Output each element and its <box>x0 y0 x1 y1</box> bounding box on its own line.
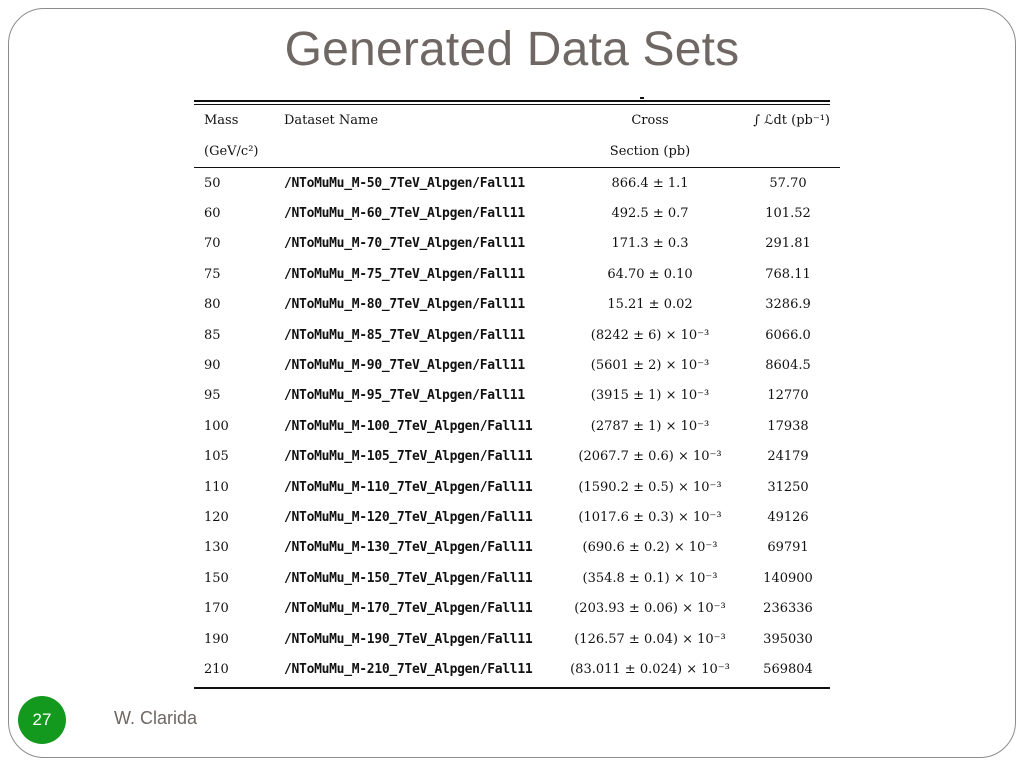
cell-cross-section: 866.4 ± 1.1 <box>611 175 689 191</box>
cell-cross-section: (8242 ± 6) × 10⁻³ <box>590 327 710 343</box>
header-cross: Cross <box>631 113 669 128</box>
table-row <box>194 411 840 441</box>
cell-mass: 50 <box>204 175 221 191</box>
cell-mass: 85 <box>204 327 221 343</box>
cell-luminosity: 395030 <box>763 631 813 647</box>
header-mass-unit: (GeV/c²) <box>204 144 259 159</box>
table-header-row <box>194 105 840 136</box>
header-luminosity: ∫ ℒdt (pb⁻¹) <box>753 113 830 128</box>
table-row <box>194 229 840 259</box>
cell-luminosity: 57.70 <box>769 175 807 191</box>
cell-luminosity: 6066.0 <box>765 327 811 343</box>
cell-mass: 130 <box>204 540 229 556</box>
cell-dataset-name: /NToMuMu_M-150_7TeV_Alpgen/Fall11 <box>284 570 533 586</box>
cell-dataset-name: /NToMuMu_M-170_7TeV_Alpgen/Fall11 <box>284 601 533 617</box>
cell-dataset-name: /NToMuMu_M-210_7TeV_Alpgen/Fall11 <box>284 661 533 677</box>
cell-luminosity: 140900 <box>763 570 813 586</box>
cell-luminosity: 24179 <box>767 449 809 465</box>
cell-dataset-name: /NToMuMu_M-50_7TeV_Alpgen/Fall11 <box>284 175 525 191</box>
cell-mass: 80 <box>204 297 221 313</box>
cell-dataset-name: /NToMuMu_M-100_7TeV_Alpgen/Fall11 <box>284 418 533 434</box>
cell-dataset-name: /NToMuMu_M-95_7TeV_Alpgen/Fall11 <box>284 388 525 404</box>
table-row <box>194 563 840 593</box>
table-row <box>194 654 840 684</box>
header-mass: Mass <box>204 113 239 128</box>
cell-cross-section: (354.8 ± 0.1) × 10⁻³ <box>582 570 718 586</box>
header-dataset-name: Dataset Name <box>284 113 379 128</box>
table-row <box>194 290 840 320</box>
cell-luminosity: 69791 <box>767 540 809 556</box>
cell-cross-section: (126.57 ± 0.04) × 10⁻³ <box>574 631 726 647</box>
cell-luminosity: 12770 <box>767 388 809 404</box>
cell-dataset-name: /NToMuMu_M-85_7TeV_Alpgen/Fall11 <box>284 327 525 343</box>
table-row <box>194 442 840 472</box>
cell-dataset-name: /NToMuMu_M-70_7TeV_Alpgen/Fall11 <box>284 236 525 252</box>
cell-cross-section: (5601 ± 2) × 10⁻³ <box>590 358 710 374</box>
cell-mass: 105 <box>204 449 229 465</box>
cell-luminosity: 17938 <box>767 418 809 434</box>
table-bottom-rule <box>194 687 830 689</box>
cell-dataset-name: /NToMuMu_M-120_7TeV_Alpgen/Fall11 <box>284 509 533 525</box>
cell-dataset-name: /NToMuMu_M-110_7TeV_Alpgen/Fall11 <box>284 479 533 495</box>
table-top-rule <box>194 100 830 105</box>
cell-mass: 150 <box>204 570 229 586</box>
cell-luminosity: 101.52 <box>765 206 811 222</box>
datasets-table <box>194 100 830 689</box>
cell-cross-section: (2787 ± 1) × 10⁻³ <box>590 418 710 434</box>
cell-dataset-name: /NToMuMu_M-190_7TeV_Alpgen/Fall11 <box>284 631 533 647</box>
cell-luminosity: 569804 <box>763 661 813 677</box>
cell-cross-section: (1590.2 ± 0.5) × 10⁻³ <box>578 479 722 495</box>
cell-cross-section: (83.011 ± 0.024) × 10⁻³ <box>570 661 730 677</box>
cell-dataset-name: /NToMuMu_M-75_7TeV_Alpgen/Fall11 <box>284 266 525 282</box>
cell-cross-section: (2067.7 ± 0.6) × 10⁻³ <box>578 449 722 465</box>
table-row <box>194 259 840 289</box>
table-row <box>194 381 840 411</box>
table-row <box>194 320 840 350</box>
cell-mass: 100 <box>204 418 229 434</box>
header-cross-unit: Section (pb) <box>609 144 691 159</box>
cell-mass: 95 <box>204 388 221 404</box>
cell-mass: 70 <box>204 236 221 252</box>
cell-luminosity: 8604.5 <box>765 358 811 374</box>
cell-dataset-name: /NToMuMu_M-105_7TeV_Alpgen/Fall11 <box>284 449 533 465</box>
slide-title: Generated Data Sets <box>284 23 740 76</box>
cell-luminosity: 236336 <box>763 601 813 617</box>
cell-luminosity: 291.81 <box>765 236 811 252</box>
cell-luminosity: 768.11 <box>765 266 811 282</box>
cell-cross-section: 64.70 ± 0.10 <box>607 266 693 282</box>
cell-cross-section: 171.3 ± 0.3 <box>611 236 689 252</box>
cell-cross-section: 15.21 ± 0.02 <box>607 297 693 313</box>
table-row <box>194 168 840 198</box>
cell-dataset-name: /NToMuMu_M-60_7TeV_Alpgen/Fall11 <box>284 206 525 222</box>
cell-luminosity: 31250 <box>767 479 809 495</box>
table-row <box>194 502 840 532</box>
cell-mass: 120 <box>204 509 229 525</box>
cell-mass: 110 <box>204 479 229 495</box>
cell-cross-section: (1017.6 ± 0.3) × 10⁻³ <box>578 509 722 525</box>
cell-mass: 190 <box>204 631 229 647</box>
table-row <box>194 350 840 380</box>
cell-mass: 75 <box>204 266 221 282</box>
cell-mass: 210 <box>204 661 229 677</box>
table-row <box>194 533 840 563</box>
cell-dataset-name: /NToMuMu_M-130_7TeV_Alpgen/Fall11 <box>284 540 533 556</box>
cell-luminosity: 49126 <box>767 509 809 525</box>
footer-author: W. Clarida <box>114 708 198 728</box>
cell-mass: 90 <box>204 358 221 374</box>
cell-cross-section: (3915 ± 1) × 10⁻³ <box>590 388 710 404</box>
cell-dataset-name: /NToMuMu_M-90_7TeV_Alpgen/Fall11 <box>284 358 525 374</box>
cell-cross-section: (203.93 ± 0.06) × 10⁻³ <box>574 601 726 617</box>
table-row <box>194 593 840 623</box>
table-row <box>194 198 840 228</box>
cell-mass: 60 <box>204 206 221 222</box>
cell-luminosity: 3286.9 <box>765 297 811 313</box>
table-body <box>194 168 840 685</box>
table-row <box>194 624 840 654</box>
table-row <box>194 472 840 502</box>
table-header-units-row <box>194 136 840 168</box>
cell-mass: 170 <box>204 601 229 617</box>
cell-cross-section: (690.6 ± 0.2) × 10⁻³ <box>582 540 718 556</box>
cell-dataset-name: /NToMuMu_M-80_7TeV_Alpgen/Fall11 <box>284 297 525 313</box>
cell-cross-section: 492.5 ± 0.7 <box>611 206 689 222</box>
slide-number-badge: 27 <box>18 696 66 744</box>
